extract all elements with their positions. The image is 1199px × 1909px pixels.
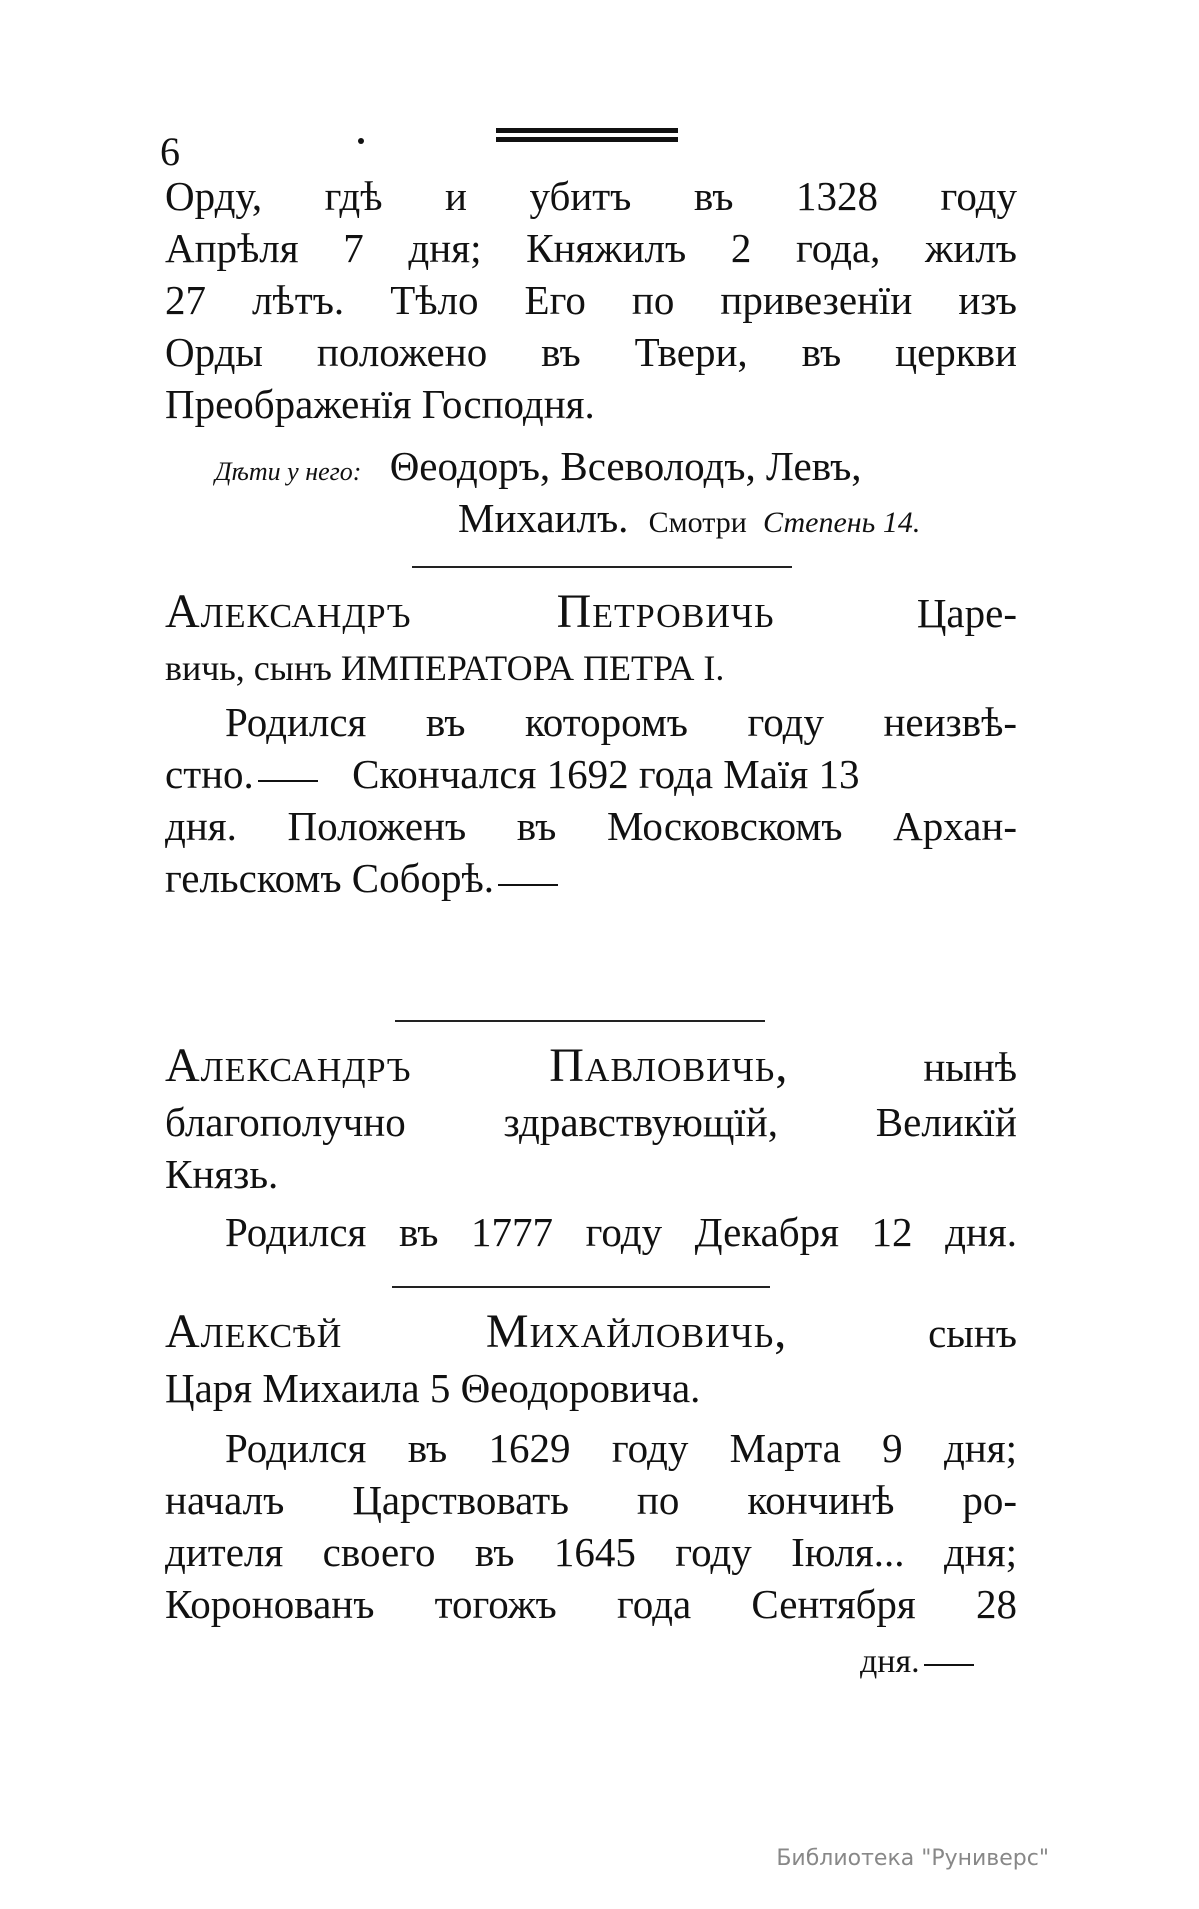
text-line: Коронованъ тогожъ года Сентября 28 <box>165 1581 1017 1627</box>
children-line <box>215 440 1015 498</box>
library-watermark: Библиотека "Руниверс" <box>776 1846 1049 1871</box>
entry-name: Александръ Павловичь, <box>165 1039 789 1092</box>
entry-title: нынѣ <box>923 1044 1018 1090</box>
header-rule <box>496 128 678 146</box>
entry-title: сынъ <box>928 1310 1017 1356</box>
ornament-dot <box>358 138 364 144</box>
text-line: 27 лѣтъ. Тѣло Его по привезенïи изъ <box>165 277 1017 323</box>
page-number: 6 <box>160 129 180 174</box>
entry-heading <box>165 1040 1017 1093</box>
text-fragment: Скончался 1692 года Маïя 13 <box>352 751 860 797</box>
children-line-2 <box>458 492 1018 549</box>
text-line: Апрѣля 7 дня; Княжилъ 2 года, жилъ <box>165 225 1017 271</box>
section-divider <box>392 1286 770 1288</box>
see-reference: Степень 14. <box>763 506 921 539</box>
text-line: благополучно здравствующïй, Великïй <box>165 1099 1017 1145</box>
dash-mark <box>924 1664 974 1666</box>
children-label: Дѣти у него: <box>215 457 362 486</box>
text-line: Преображенïя Господня. <box>165 381 595 427</box>
entry-name: Александръ Петровичь <box>165 585 775 638</box>
text-line: Орды положено въ Твери, въ церкви <box>165 329 1017 375</box>
dash-mark <box>258 780 318 782</box>
text-line: Родился въ которомъ году неизвѣ- <box>225 699 1017 745</box>
see-label: Смотри <box>648 506 747 539</box>
text-fragment: стно. <box>165 751 254 797</box>
text-fragment: гельскомъ Соборѣ. <box>165 855 495 901</box>
text-line: дителя своего въ 1645 году Iюля... дня; <box>165 1529 1017 1575</box>
children-names-2: Михаилъ. <box>458 495 629 541</box>
text-fragment: дня. <box>860 1643 920 1680</box>
text-line: Родился въ 1777 году Декабря 12 дня. <box>225 1209 1017 1255</box>
text-line: Князь. <box>165 1151 279 1197</box>
text-line: началъ Царствовать по кончинѣ ро- <box>165 1477 1017 1523</box>
entry-subtitle: вичь, сынъ ИМПЕРАТОРА ПЕТРА I. <box>165 648 725 688</box>
text-line: Царя Михаила 5 Θеодоровича. <box>165 1365 701 1411</box>
entry-heading <box>165 1306 1017 1359</box>
text-line: Орду, гдѣ и убитъ въ 1328 году <box>165 173 1017 219</box>
section-divider <box>412 566 792 568</box>
entry-title: Царе- <box>916 590 1017 636</box>
entry-heading <box>165 586 1017 639</box>
section-divider <box>395 1020 765 1022</box>
text-line: дня. Положенъ въ Московскомъ Архан- <box>165 803 1017 849</box>
text-line: Родился въ 1629 году Марта 9 дня; <box>225 1425 1017 1471</box>
text-line <box>165 748 1017 800</box>
text-line <box>165 852 1017 904</box>
text-line <box>860 1636 1020 1688</box>
dash-mark <box>498 884 558 886</box>
children-names: Θеодоръ, Всеволодъ, Левъ, <box>389 443 862 489</box>
entry-name: Алексѣй Михайловичь, <box>165 1305 788 1358</box>
